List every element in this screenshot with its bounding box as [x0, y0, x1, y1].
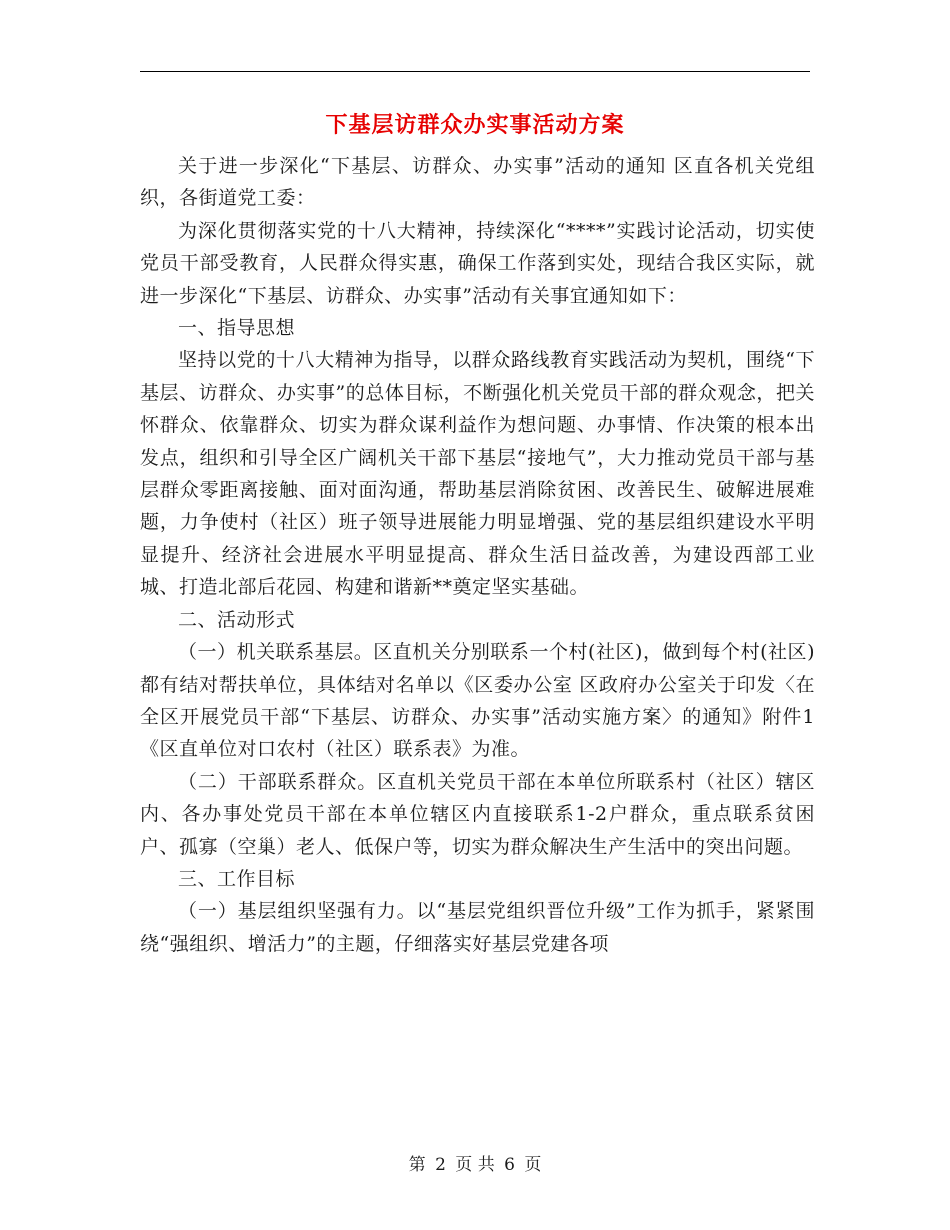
paragraph-introduction: 为深化贯彻落实党的十八大精神，持续深化“****”实践讨论活动，切实使党员干部受教育，人民群众得实惠，确保工作落到实处，现结合我区实际，就进一步深化“下基层、访群众、办实事”活动有关事宜通知如下： — [140, 219, 815, 307]
footer-middle: 页 共 — [455, 1155, 495, 1175]
footer-total-pages: 6 — [504, 1155, 515, 1175]
document-body — [140, 150, 815, 960]
section-heading-work-goals: 三、工作目标 — [178, 867, 296, 890]
paragraph-guiding-ideology: 坚持以党的十八大精神为指导，以群众路线教育实践活动为契机，围绕“下基层、访群众、办实事”的总体目标，不断强化机关党员干部的群众观念，把关怀群众、依靠群众、切实为群众谋利益作为想问题、办事情、作决策的根本出发点，组织和引导全区广阔机关干部下基层“接地气”，大力推动党员干部与基层群众零距离接触、面对面沟通，帮助基层消除贫困、改善民生、破解进展难题，力争使村（社区）班子领导进展能力明显增强、党的基层组织建设水平明显提升、经济社会进展水平明显提高、群众生活日益改善，为建设西部工业城、打造北部后花园、构建和谐新**奠定坚实基础。 — [140, 349, 815, 599]
footer-suffix: 页 — [524, 1155, 542, 1175]
footer-prefix: 第 — [408, 1155, 426, 1175]
document-title: 下基层访群众办实事活动方案 — [325, 112, 625, 138]
paragraph-cadre-contact: （二）干部联系群众。区直机关党员干部在本单位所联系村（社区）辖区内、各办事处党员干部在本单位辖区内直接联系1-2户群众，重点联系贫困户、孤寡（空巢）老人、低保户等，切实为群众解决生产生活中的突出问题。 — [140, 770, 815, 858]
paragraph-agency-contact: （一）机关联系基层。区直机关分别联系一个村(社区)，做到每个村(社区)都有结对帮扶单位，具体结对名单以《区委办公室 区政府办公室关于印发〈在全区开展党员干部“下基层、访群众、办实事”活动实施方案〉的通知》附件1《区直单位对口农村（社区）联系表》为准。 — [140, 641, 815, 761]
header-rule — [140, 71, 810, 72]
paragraph-notice-heading: 关于进一步深化“下基层、访群众、办实事”活动的通知 区直各机关党组织，各街道党工委： — [140, 155, 815, 210]
section-heading-activity-form: 二、活动形式 — [178, 608, 296, 631]
footer-current-page: 2 — [435, 1155, 446, 1175]
paragraph-grassroots-organization: （一）基层组织坚强有力。以“基层党组织晋位升级”工作为抓手，紧紧围绕“强组织、增活力”的主题，仔细落实好基层党建各项 — [140, 900, 815, 955]
page-footer — [0, 1153, 950, 1177]
section-heading-guiding-ideology: 一、指导思想 — [178, 317, 296, 340]
